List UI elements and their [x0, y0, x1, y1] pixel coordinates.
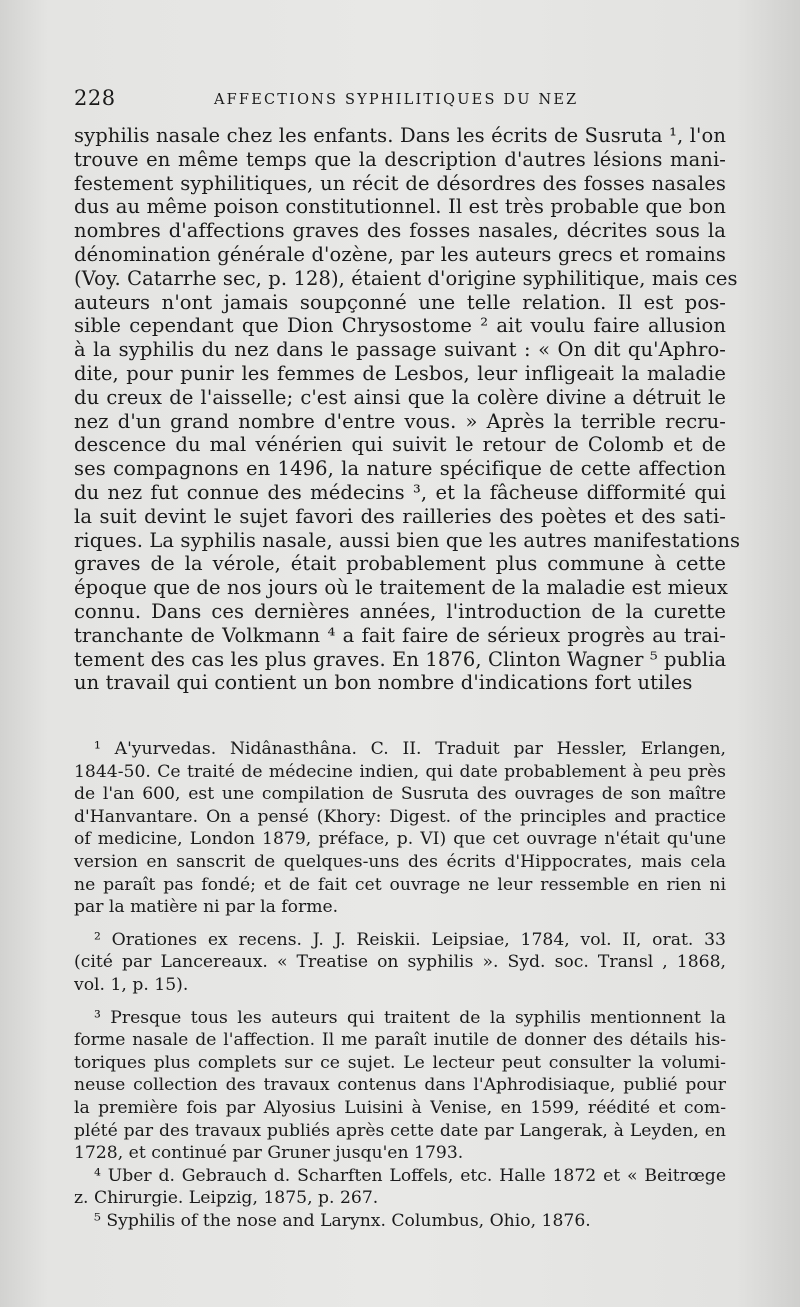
footnote-line: 1844-50. Ce traité de médecine indien, qui date probablement à peu près	[74, 761, 726, 782]
body-line: à la syphilis du nez dans le passage suivant : « On dit qu'Aphro-	[74, 338, 726, 362]
footnote-line: ¹ A'yurvedas. Nidânasthâna. C. II. Traduit par Hessler, Erlangen,	[94, 739, 726, 759]
footnote-line: par la matière ni par la forme.	[74, 897, 339, 918]
footnote-line: vol. 1, p. 15).	[74, 974, 189, 995]
footnote-4	[74, 1165, 726, 1210]
body-line: ses compagnons en 1496, la nature spécifique de cette affection	[74, 457, 726, 481]
body-line: tement des cas les plus graves. En 1876, Clinton Wagner ⁵ publia	[74, 647, 727, 671]
body-line: graves de la vérole, était probablement plus commune à cette	[74, 552, 726, 576]
body-line: la suit devint le sujet favori des railleries des poètes et des sati-	[74, 504, 726, 528]
footnote-2	[74, 929, 726, 997]
body-line: un travail qui contient un bon nombre d'indications fort utiles	[74, 671, 693, 695]
footnote-line: d'Hanvantare. On a pensé (Khory: Digest. of the principles and practice	[74, 806, 726, 827]
body-line: dite, pour punir les femmes de Lesbos, leur infligeait la maladie	[74, 361, 726, 385]
footnote-line: forme nasale de l'affection. Il me paraît inutile de donner des détails his-	[74, 1030, 726, 1051]
footnote-line: 1728, et continué par Gruner jusqu'en 1793.	[74, 1143, 464, 1164]
footnote-line: z. Chirurgie. Leipzig, 1875, p. 267.	[74, 1188, 379, 1209]
body-line: descence du mal vénérien qui suivit le retour de Colomb et de	[74, 433, 726, 457]
footnote-line: ³ Presque tous les auteurs qui traitent de la syphilis mentionnent la	[94, 1007, 726, 1028]
footnote-line: plété par des travaux publiés après cette date par Langerak, à Leyden, en	[74, 1120, 726, 1141]
body-line: dénomination générale d'ozène, par les auteurs grecs et romains	[74, 242, 726, 266]
footnote-line: version en sanscrit de quelques-uns des écrits d'Hippocrates, mais cela	[74, 851, 726, 872]
footnote-line: of medicine, London 1879, préface, p. VI) que cet ouvrage n'était qu'une	[74, 829, 726, 850]
page-number: 228	[74, 86, 116, 110]
footnote-line: ⁴ Uber d. Gebrauch d. Scharften Loffels, etc. Halle 1872 et « Beitrœge	[94, 1165, 726, 1186]
body-line: syphilis nasale chez les enfants. Dans les écrits de Susruta ¹, l'on	[74, 124, 726, 147]
footnote-line: ⁵ Syphilis of the nose and Larynx. Columbus, Ohio, 1876.	[94, 1210, 591, 1231]
page-header	[74, 86, 726, 116]
body-line: (Voy. Catarrhe sec, p. 128), étaient d'origine syphilitique, mais ces	[74, 266, 738, 290]
footnote-line: (cité par Lancereaux. « Treatise on syphilis ». Syd. soc. Transl , 1868,	[74, 952, 726, 973]
footnote-line: ² Orationes ex recens. J. J. Reiskii. Leipsiae, 1784, vol. II, orat. 33	[94, 929, 726, 950]
body-line: tranchante de Volkmann ⁴ a fait faire de sérieux progrès au trai-	[74, 623, 726, 647]
body-line: du nez fut connue des médecins ³, et la fâcheuse difformité qui	[74, 480, 726, 504]
footnote-line: toriques plus complets sur ce sujet. Le lecteur peut consulter la volumi-	[74, 1052, 726, 1073]
body-line: nez d'un grand nombre d'entre vous. » Après la terrible recru-	[74, 409, 726, 433]
footnote-line: de l'an 600, est une compilation de Susruta des ouvrages de son maître	[74, 784, 726, 805]
footnote-line: ne paraît pas fondé; et de fait cet ouvrage ne leur ressemble en rien ni	[74, 874, 726, 895]
footnote-line: neuse collection des travaux contenus dans l'Aphrodisiaque, publié pour	[74, 1075, 726, 1096]
running-head: AFFECTIONS SYPHILITIQUES DU NEZ	[214, 92, 579, 108]
footnote-3	[74, 1007, 726, 1165]
body-line: auteurs n'ont jamais soupçonné une telle relation. Il est pos-	[74, 290, 726, 314]
footnote-1	[74, 738, 726, 919]
body-line: dus au même poison constitutionnel. Il est très probable que bon	[74, 195, 726, 219]
footnotes	[74, 738, 726, 1232]
body-line: sible cependant que Dion Chrysostome ² ait voulu faire allusion	[74, 314, 726, 338]
body-text	[74, 124, 741, 695]
footnote-line: la première fois par Alyosius Luisini à Venise, en 1599, réédité et com-	[74, 1097, 726, 1118]
body-line: nombres d'affections graves des fosses nasales, décrites sous la	[74, 219, 726, 243]
body-line: époque que de nos jours où le traitement de la maladie est mieux	[74, 576, 728, 600]
footnote-5	[74, 1210, 726, 1233]
body-line: festement syphilitiques, un récit de désordres des fosses nasales	[74, 171, 726, 195]
body-line: du creux de l'aisselle; c'est ainsi que la colère divine a détruit le	[74, 385, 726, 409]
body-line: trouve en même temps que la description d'autres lésions mani-	[74, 147, 726, 171]
body-line: riques. La syphilis nasale, aussi bien que les autres manifestations	[74, 528, 741, 552]
body-line: connu. Dans ces dernières années, l'introduction de la curette	[74, 599, 726, 623]
